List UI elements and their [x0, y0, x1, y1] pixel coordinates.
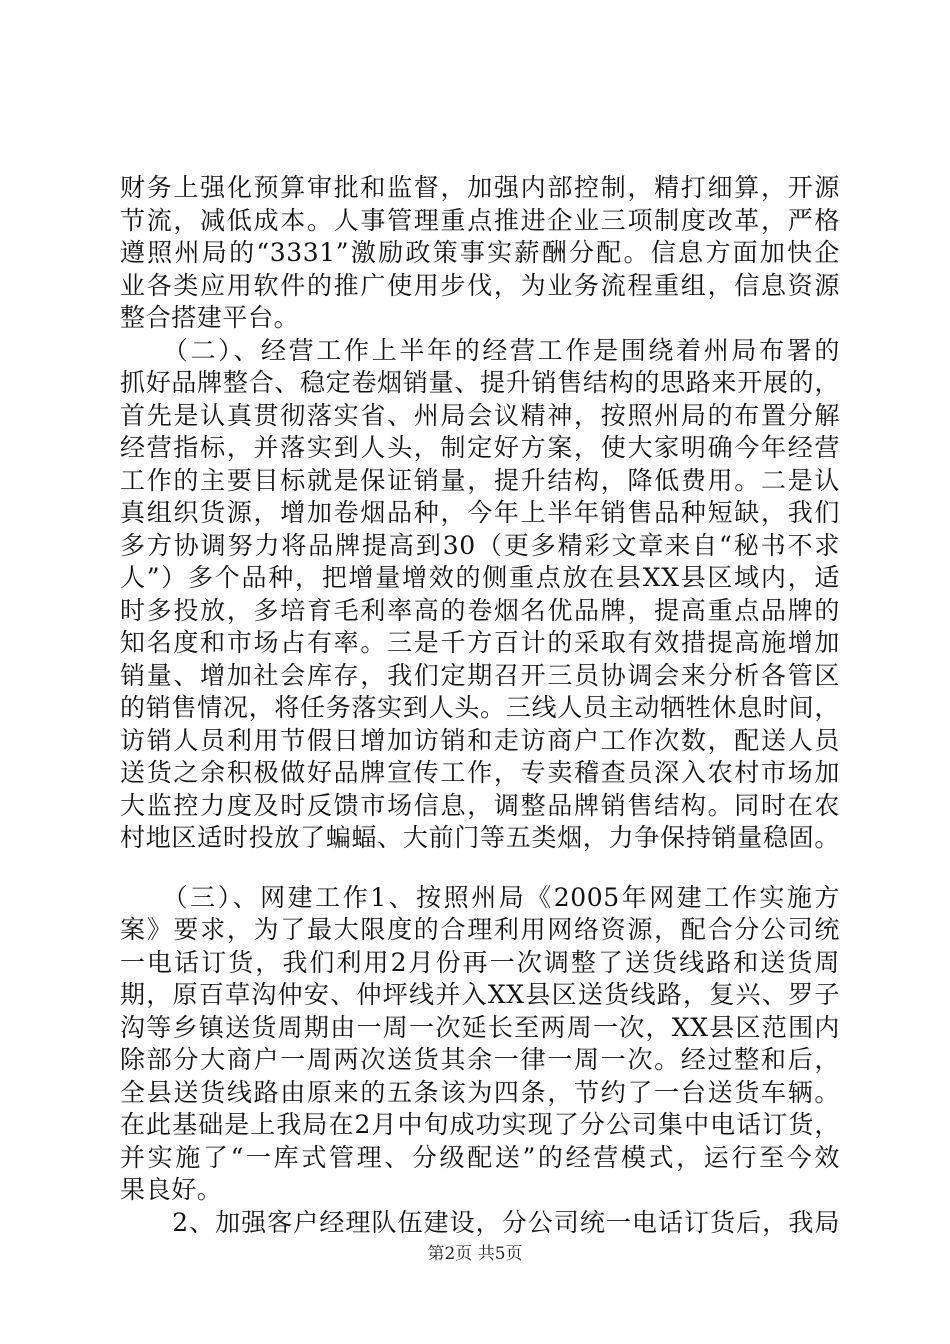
- text-line: 知名度和市场占有率。三是千方百计的采取有效措提高施增加: [120, 628, 840, 657]
- text-line: 在此基础是上我局在2月中旬成功实现了分公司集中电话订货，: [120, 1110, 840, 1139]
- text-line: 果良好。: [120, 1175, 223, 1204]
- text-line: 多方协调努力将品牌提高到30（更多精彩文章来自“秘书不求: [120, 530, 840, 560]
- text-line: 案》要求，为了最大限度的合理利用网络资源，配合分公司统: [120, 915, 840, 944]
- text-line: 遵照州局的“3331”激励政策事实薪酬分配。信息方面加快企: [120, 238, 840, 267]
- page-footer: [0, 1243, 950, 1265]
- text-line: 工作的主要目标就是保证销量，提升结构，降低费用。二是认: [120, 465, 840, 495]
- text-line: 大监控力度及时反馈市场信息，调整品牌销售结构。同时在农: [120, 790, 840, 820]
- body-text: [120, 172, 840, 1239]
- text-line: 人”）多个品种，把增量增效的侧重点放在县XX县区域内，适: [120, 563, 840, 592]
- text-line: 真组织货源，增加卷烟品种，今年上半年销售品种短缺，我们: [120, 498, 840, 527]
- text-line: 一电话订货，我们利用2月份再一次调整了送货线路和送货周: [120, 947, 840, 977]
- text-line: 的销售情况，将任务落实到人头。三线人员主动牺牲休息时间，: [120, 693, 840, 722]
- text-line: 访销人员利用节假日增加访销和走访商户工作次数，配送人员: [120, 725, 840, 755]
- text-line: 整合搭建平台。: [120, 303, 300, 332]
- text-line: 并实施了“一库式管理、分级配送”的经营模式，运行至今效: [120, 1142, 840, 1172]
- text-line: 首先是认真贯彻落实省、州局会议精神，按照州局的布置分解: [120, 400, 840, 430]
- text-line: 销量、增加社会库存，我们定期召开三员协调会来分析各管区: [120, 660, 840, 690]
- text-line: （三）、网建工作1、按照州局《2005年网建工作实施方: [120, 882, 840, 912]
- text-line: 节流，减低成本。人事管理重点推进企业三项制度改革，严格: [120, 205, 840, 235]
- paragraph-gap: [120, 855, 840, 882]
- text-line: 全县送货线路由原来的五条该为四条，节约了一台送货车辆。: [120, 1077, 840, 1107]
- text-line: 村地区适时投放了蝙蝠、大前门等五类烟，力争保持销量稳固。: [120, 823, 840, 852]
- text-line: 送货之余积极做好品牌宣传工作，专卖稽查员深入农村市场加: [120, 758, 840, 787]
- text-line: 抓好品牌整合、稳定卷烟销量、提升销售结构的思路来开展的，: [120, 368, 840, 397]
- text-line: 2、加强客户经理队伍建设，分公司统一电话订货后，我局: [120, 1207, 840, 1237]
- page-number: 第2页 共5页: [427, 1244, 523, 1264]
- text-line: 时多投放，多培育毛利率高的卷烟名优品牌，提高重点品牌的: [120, 595, 840, 625]
- text-line: 财务上强化预算审批和监督，加强内部控制，精打细算，开源: [120, 173, 840, 202]
- text-line: 业各类应用软件的推广使用步伐，为业务流程重组，信息资源: [120, 270, 840, 300]
- text-line: 期，原百草沟仲安、仲坪线并入XX县区送货线路，复兴、罗子: [120, 980, 840, 1009]
- text-line: 除部分大商户一周两次送货其余一律一周一次。经过整和后，: [120, 1045, 840, 1074]
- text-line: 经营指标，并落实到人头，制定好方案，使大家明确今年经营: [120, 433, 840, 462]
- text-line: 沟等乡镇送货周期由一周一次延长至两周一次，XX县区范围内: [120, 1012, 840, 1042]
- text-line: （二）、经营工作上半年的经营工作是围绕着州局布署的: [120, 335, 840, 365]
